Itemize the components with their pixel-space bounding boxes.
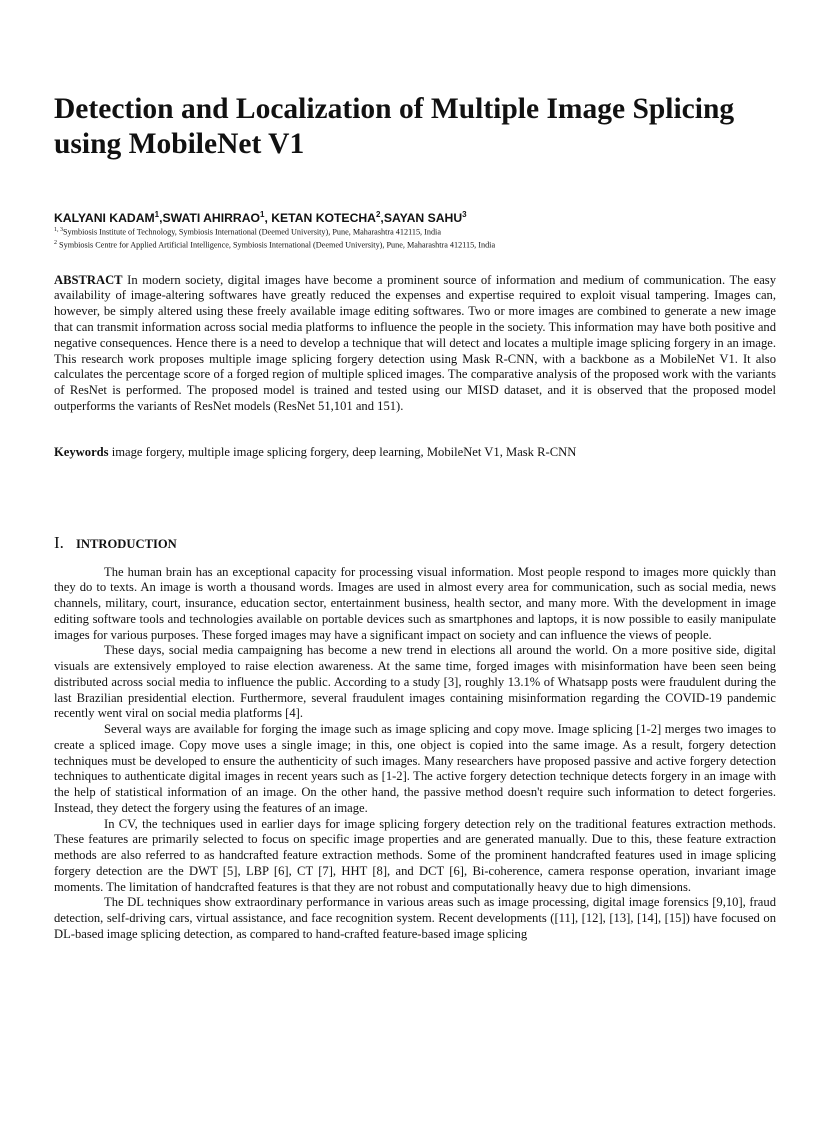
keywords [54, 445, 776, 461]
affiliation-sup: 2 [54, 239, 57, 246]
abstract [54, 273, 776, 415]
paper-title: Detection and Localization of Multiple Image Splicing using MobileNet V1 [54, 93, 735, 160]
author-sup: 2 [375, 210, 381, 219]
paragraph: These days, social media campaigning has become a new trend in elections all around the world. On a more positive side, digital visuals are extensively employed to raise election awareness. At the same time, forged images with misinformation have been seen being distributed across social media to influence the public. According to a study [3], roughly 13.1% of Whatsapp posts were fraudulent during the last Brazilian presidential election. Furthermore, several fraudulent images containing misinformation regarding the COVID-19 pandemic recently went viral on social media platforms [4]. [54, 643, 776, 721]
section-number: I. [54, 532, 64, 552]
section-heading [54, 532, 776, 552]
affiliation-text: Symbiosis Institute of Technology, Symbiosis International (Deemed University), Pune, Maharashtra 412115, India [63, 227, 441, 237]
affiliation-sup: 1, 3 [54, 227, 63, 234]
author-sup: 1 [154, 210, 160, 219]
paragraph: Several ways are available for forging the image such as image splicing and copy move. Image splicing [1-2] merges two images to create a spliced image. Copy move uses a single image; in this, one object is copied into the same image. As a result, forgery detection techniques must be developed to ensure the authenticity of such images. Many researchers have proposed passive and active forgery detection techniques to authenticate digital images in recent years such as [1-2]. The active forgery detection technique detects forgery in an image with the help of statistical information of an image. On the other hand, the passive method doesn't require such information to detect forgeries. Instead, they detect the forgery using the features of an image. [54, 722, 776, 815]
author-name: SAYAN SAHU [383, 211, 463, 226]
author-sup: 3 [462, 210, 467, 219]
author-list: KALYANI KADAM$^1$,SWATI AHIRRAO$^1$, KETAN KOTECHA$^2$,SAYAN SAHU$^3$ [54, 210, 467, 226]
paragraph: The DL techniques show extraordinary performance in various areas such as image processing, digital image forensics [9,10], fraud detection, self-driving cars, virtual assistance, and face recognition system. Recent developments ([11], [12], [13], [14], [15]) have focused on DL-based image splicing detection, as compared to hand-crafted feature-based image splicing [54, 895, 776, 941]
paper-page [54, 92, 776, 943]
paragraph: The human brain has an exceptional capacity for processing visual information. Most people respond to images more quickly than they do to texts. An image is worth a thousand words. Images are used in almost every area for communication, such as social media, news channels, military, court, insurance, education sector, entertainment business, health sector, and many more. With the development in image editing software tools and technologies available on portable devices such as smartphones and laptops, it is now possible to easily manipulate images for various purposes. These forged images may have a significant impact on society and can influence the views of people. [54, 564, 776, 642]
affiliation-1 [54, 225, 776, 238]
section-body [54, 565, 776, 943]
paragraph: In CV, the techniques used in earlier days for image splicing forgery detection rely on the traditional features extraction methods. These features are primarily selected to focus on specific image properties and are generated manually. Due to this, these feature extraction methods are also referred to as handcrafted feature extraction methods. Some of the prominent handcrafted features used in image splicing forgery detection are the DWT [5], LBP [6], CT [7], HHT [8], and DCT [6], Bi-coherence, camera response operation, invariant image moments. The limitation of handcrafted features is that they are not robust and computationally heavy due to high dimensions. [54, 816, 776, 894]
keywords-text: image forgery, multiple image splicing forgery, deep learning, MobileNet V1, Mask R-CNN [108, 444, 577, 459]
affiliation-text: Symbiosis Centre for Applied Artificial Intelligence, Symbiosis International (Deemed University), Pune, Maharashtra 412115, India [57, 240, 496, 250]
author-name: KETAN KOTECHA [271, 211, 376, 226]
author-name: SWATI AHIRRAO [162, 211, 261, 226]
abstract-label: ABSTRACT [54, 272, 123, 287]
author-sup: 1 [260, 210, 265, 219]
author-name: KALYANI KADAM [54, 211, 155, 226]
affiliation-2 [54, 238, 776, 251]
keywords-label: Keywords [54, 444, 109, 459]
abstract-text: In modern society, digital images have become a prominent source of information and medium of communication. The easy availability of image-altering softwares have greatly reduced the expenses and expertise required to exploit visual tampering. Images can, however, be simply altered using these freely available image editing softwares. Two or more images are combined to generate a new image that can transmit information across social media platforms to influence the people in the society. This information may have both positive and negative consequences. Hence there is a need to develop a technique that will detect and locates a multiple image splicing forgery in an image. This research work proposes multiple image splicing forgery detection using Mask R-CNN, with a backbone as a MobileNet V1. It also calculates the percentage score of a forged region of multiple spliced images. The comparative analysis of the proposed work with the variants of ResNet is performed. The proposed model is trained and tested using our MISD dataset, and it is observed that the proposed model outperforms the variants of ResNet models (ResNet 51,101 and 151). [54, 272, 776, 413]
section-title: INTRODUCTION [76, 536, 177, 551]
